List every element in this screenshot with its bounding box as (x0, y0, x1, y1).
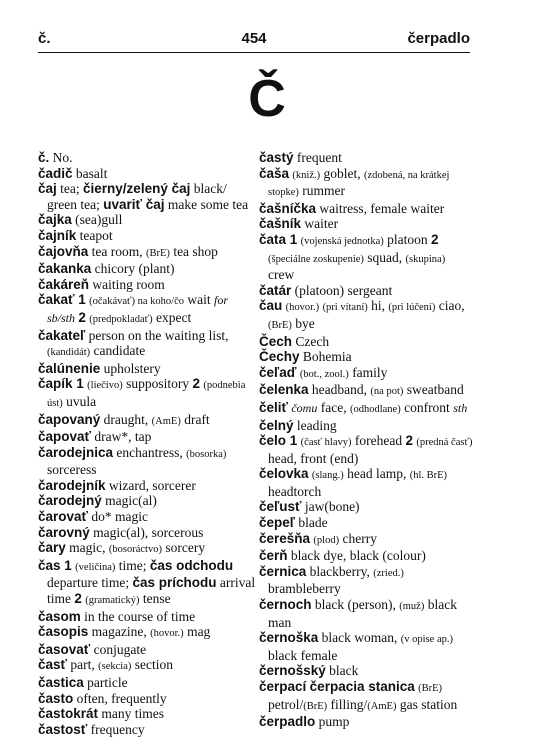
dictionary-entry (38, 657, 258, 675)
dictionary-entry (259, 433, 474, 466)
headword: čapovať (38, 429, 91, 445)
dictionary-entry (38, 376, 258, 411)
usage-label: (bot., zool.) (299, 368, 349, 380)
dictionary-entry (38, 706, 258, 722)
translation: magic, (65, 540, 109, 556)
usage-label: (sekcia) (98, 661, 132, 673)
usage-label: (BrE) (146, 247, 170, 259)
headword: 2 (74, 591, 82, 607)
translation: particle (83, 675, 128, 690)
translation: draught, (100, 411, 152, 427)
dictionary-entry (38, 722, 258, 737)
header-rule (38, 52, 470, 53)
usage-label: (pri vítaní) (322, 302, 368, 314)
usage-label: (bosoráctvo) (108, 544, 162, 556)
dictionary-entry (38, 166, 258, 182)
dictionary-entry (38, 691, 258, 707)
headword: Čechy (259, 349, 300, 365)
translation: tea room, (88, 243, 147, 259)
headword: čary (38, 540, 66, 556)
running-header (38, 30, 470, 52)
dictionary-entry (38, 150, 258, 166)
translation: basalt (72, 165, 108, 181)
translation: many times (98, 706, 165, 722)
dictionary-entry (259, 349, 474, 365)
usage-label: (kandidát) (47, 347, 91, 359)
headword: čas odchodu (149, 557, 234, 573)
headword: čakáreň (38, 276, 90, 292)
translation: rummer (298, 183, 346, 199)
dictionary-entry (38, 429, 258, 445)
translation: No. (49, 150, 73, 165)
translation: black/ green tea; (47, 181, 227, 212)
dictionary-entry (38, 624, 258, 642)
translation: black female (268, 647, 338, 663)
usage-label: (AmE) (367, 700, 397, 712)
headword: časopis (38, 624, 89, 640)
translation: candidate (90, 343, 146, 359)
translation: head, front (end) (268, 450, 359, 466)
translation: black (person), (311, 597, 400, 613)
translation: suppository (122, 376, 193, 392)
translation: magazine, (88, 624, 151, 640)
usage-label: (veličina) (75, 561, 116, 573)
dictionary-entry (38, 675, 258, 691)
dictionary-entry (38, 228, 258, 244)
translation: person on the waiting list, (85, 327, 229, 343)
dictionary-entry (38, 445, 258, 478)
translation: cherry (339, 530, 377, 546)
translation: mag (183, 624, 211, 640)
usage-label: (hovor.) (285, 302, 320, 314)
usage-label: (špeciálne zoskupenie) (268, 253, 364, 265)
dictionary-entry (259, 418, 474, 434)
translation: do* magic (88, 509, 148, 525)
translation: filling/ (327, 696, 368, 712)
usage-label: (v opise ap.) (400, 634, 453, 646)
dictionary-entry (259, 531, 474, 549)
translation: part, (67, 657, 99, 673)
headword: časovať (38, 641, 91, 657)
headword: čata 1 (259, 231, 298, 247)
translation: black (325, 663, 359, 679)
usage-label: (BrE) (268, 319, 292, 331)
usage-label: (pri lúčení) (388, 302, 436, 314)
headword: čeľaď (259, 364, 297, 380)
headword: černoška (259, 630, 319, 646)
translation: head lamp, (343, 466, 410, 482)
headword: čapovaný (38, 411, 101, 427)
headword: uvariť čaj (103, 196, 165, 212)
headword: čerešňa (259, 530, 311, 546)
dictionary-entry (259, 679, 474, 714)
usage-label: (zdobená, na krátkej stopke) (268, 169, 450, 199)
headword: častý (259, 150, 294, 165)
dictionary-entry (38, 609, 258, 625)
header-first-entry: č. (38, 30, 51, 47)
usage-label: (očakávať) na koho/čo (89, 296, 184, 308)
dictionary-entry (259, 216, 474, 232)
headword: čerpacia stanica (309, 679, 415, 694)
usage-label: (kniž.) (292, 169, 321, 181)
headword: čarovať (38, 509, 88, 525)
usage-label: (skupina) (405, 253, 446, 265)
page-number: 454 (241, 30, 267, 47)
dictionary-entry (259, 499, 474, 515)
usage-label: (zried.) (373, 567, 404, 579)
usage-label: (liečivo) (87, 380, 123, 392)
headword: čaj (38, 181, 57, 197)
usage-label: (slang.) (311, 470, 344, 482)
headword: časom (38, 608, 81, 624)
usage-label: (gramatický) (85, 595, 140, 607)
dictionary-entry (38, 361, 258, 377)
headword: čašníčka (259, 200, 317, 216)
dictionary-entry (38, 525, 258, 541)
usage-label: (predpokladať) (89, 313, 153, 325)
translation: sorceress (47, 462, 97, 478)
translation: frequent (293, 150, 342, 165)
dictionary-entry (259, 564, 474, 597)
translation: wizard, sorcerer (105, 477, 196, 493)
headword: Čech (259, 333, 293, 349)
translation: bye (291, 315, 315, 331)
headword: čau (259, 298, 283, 314)
translation: upholstery (100, 360, 161, 376)
usage-label: (BrE) (418, 683, 443, 694)
headword: čarodejný (38, 493, 102, 509)
headword: čierny/zelený čaj (83, 181, 191, 197)
translation: make some tea (164, 196, 249, 212)
dictionary-entry (38, 212, 258, 228)
translation: Czech (292, 333, 330, 349)
translation: hi, (367, 298, 389, 314)
translation: chicory (plant) (91, 261, 175, 277)
dictionary-entry (259, 548, 474, 564)
headword: čelo 1 (259, 433, 298, 449)
translation: leading (293, 417, 337, 433)
translation: jaw(bone) (301, 499, 360, 515)
headword: čarodejník (38, 477, 106, 493)
dictionary-entry (259, 283, 474, 299)
translation: black dye, black (colour) (287, 548, 426, 564)
headword: čerň (259, 548, 288, 564)
dictionary-entry (38, 181, 258, 212)
headword: čatár (259, 282, 292, 298)
translation: sorcery (161, 540, 206, 556)
dictionary-entry (259, 663, 474, 679)
translation: magic(al), sorcerous (89, 524, 204, 540)
dictionary-entry (259, 597, 474, 630)
translation: headtorch (268, 483, 322, 499)
headword: čarovný (38, 524, 90, 540)
headword: čas 1 (38, 557, 72, 573)
translation: enchantress, (113, 444, 187, 460)
headword: čerpací (259, 679, 307, 694)
header-last-entry: čerpadlo (407, 30, 470, 47)
translation: time; (115, 557, 150, 573)
translation: family (348, 364, 388, 380)
translation: frequency (87, 721, 145, 737)
translation: confront (400, 399, 454, 415)
dictionary-entry (38, 540, 258, 558)
headword: čadič (38, 165, 73, 181)
translation: draw*, tap (91, 429, 152, 445)
translation: headband, (308, 382, 371, 398)
headword: č. (38, 150, 50, 165)
headword: čajník (38, 227, 77, 243)
headword: čajovňa (38, 243, 89, 259)
headword: 2 (78, 309, 86, 325)
headword: časť (38, 657, 67, 673)
dictionary-entry (38, 292, 258, 327)
dictionary-entry (38, 244, 258, 262)
headword: černošský (259, 663, 326, 679)
dictionary-entry (38, 261, 258, 277)
headword: čašník (259, 216, 302, 232)
dictionary-entry (259, 201, 474, 217)
headword: čeliť (259, 399, 288, 415)
translation: brambleberry (268, 581, 341, 597)
usage-label: (na pot) (370, 386, 404, 398)
dictionary-entry (38, 509, 258, 525)
headword: čeľusť (259, 499, 302, 515)
headword: čapík 1 (38, 376, 84, 392)
headword: čalúnenie (38, 360, 101, 376)
translation: face, (317, 399, 350, 415)
translation: blade (294, 515, 328, 531)
translation: departure time; (47, 575, 133, 591)
headword: čas príchodu (132, 575, 217, 591)
translation: teapot (76, 227, 113, 243)
dictionary-entry (259, 400, 474, 418)
translation: sweatband (403, 382, 464, 398)
dictionary-entry (259, 515, 474, 531)
dictionary-entry (259, 365, 474, 383)
translation: in the course of time (80, 608, 196, 624)
translation: expect (152, 309, 192, 325)
left-column (38, 150, 258, 737)
translation: black woman, (318, 630, 401, 646)
translation: uvula (62, 393, 97, 409)
section-letter: Č (248, 70, 286, 128)
translation: draft (180, 411, 210, 427)
headword: 2 (405, 433, 413, 449)
translation: platoon (383, 231, 432, 247)
translation: waiter (301, 216, 339, 232)
translation: Bohemia (299, 349, 352, 365)
dictionary-entry (38, 277, 258, 293)
translation: waitress, female waiter (316, 200, 445, 216)
dictionary-entry (38, 493, 258, 509)
dictionary-entry (259, 466, 474, 499)
headword: čakať 1 (38, 292, 86, 308)
translation: wait (184, 292, 214, 308)
usage-label: (AmE) (151, 415, 181, 427)
right-column (259, 150, 474, 730)
translation: magic(al) (101, 493, 157, 509)
usage-label: (plod) (313, 534, 340, 546)
usage-label: (hl. BrE) (409, 470, 448, 482)
translation: tea shop (169, 243, 218, 259)
headword: častokrát (38, 706, 99, 722)
usage-label: (muž) (399, 601, 425, 613)
headword: čakateľ (38, 327, 86, 343)
headword: 2 (431, 231, 439, 247)
translation: (platoon) sergeant (291, 282, 393, 298)
grammar-note: sth (453, 400, 468, 415)
headword: častica (38, 675, 84, 690)
headword: 2 (192, 376, 201, 392)
usage-label: (časť hlavy) (300, 437, 352, 449)
headword: čepeľ (259, 515, 295, 531)
dictionary-entry (259, 150, 474, 166)
dictionary-entry (259, 382, 474, 400)
headword: čarodejnica (38, 444, 114, 460)
headword: čaša (259, 165, 290, 181)
dictionary-entry (259, 166, 474, 201)
usage-label: (podnebia úst) (47, 380, 246, 409)
translation: crew (268, 267, 295, 283)
translation: tea; (56, 181, 84, 197)
translation: blackberry, (306, 563, 374, 579)
headword: čelovka (259, 466, 309, 482)
headword: často (38, 690, 74, 706)
translation: forehead (351, 433, 406, 449)
dictionary-entry (38, 558, 258, 609)
dictionary-entry (38, 412, 258, 430)
grammar-note: čomu (291, 400, 318, 415)
headword: čelný (259, 417, 294, 433)
translation: section (131, 657, 173, 673)
translation: squad, (363, 249, 406, 265)
usage-label: (vojenská jednotka) (300, 235, 384, 247)
dictionary-entry (259, 232, 474, 283)
dictionary-entry (38, 328, 258, 361)
translation: tense (139, 591, 171, 607)
dictionary-entry (259, 334, 474, 350)
translation: ciao, (435, 298, 465, 314)
headword: čelenka (259, 382, 309, 398)
headword: častosť (38, 721, 88, 737)
usage-label: (bosorka) (186, 448, 227, 460)
headword: čakanka (38, 261, 92, 277)
translation: arrival time (47, 575, 256, 607)
headword: čerpadlo (259, 714, 316, 730)
grammar-note: for sb/sth (47, 293, 229, 325)
usage-label: (predná časť) (416, 437, 473, 449)
usage-label: (BrE) (303, 700, 328, 712)
dictionary-entry (259, 298, 474, 333)
headword: černica (259, 563, 307, 579)
headword: černoch (259, 597, 312, 613)
translation: (sea)gull (71, 212, 123, 228)
dictionary-entry (38, 478, 258, 494)
translation: conjugate (90, 641, 147, 657)
translation: waiting room (89, 276, 165, 292)
dictionary-entry (259, 630, 474, 663)
translation: pump (315, 714, 350, 730)
dictionary-entry (38, 642, 258, 658)
headword: čajka (38, 212, 72, 228)
translation: petrol/ (268, 696, 304, 712)
usage-label: (hovor.) (150, 628, 184, 640)
usage-label: (odhodlane) (349, 403, 401, 415)
translation: goblet, (320, 165, 364, 181)
dictionary-entry (259, 714, 474, 730)
translation: black man (268, 597, 457, 630)
translation: often, frequently (73, 690, 167, 706)
translation: gas station (396, 696, 458, 712)
